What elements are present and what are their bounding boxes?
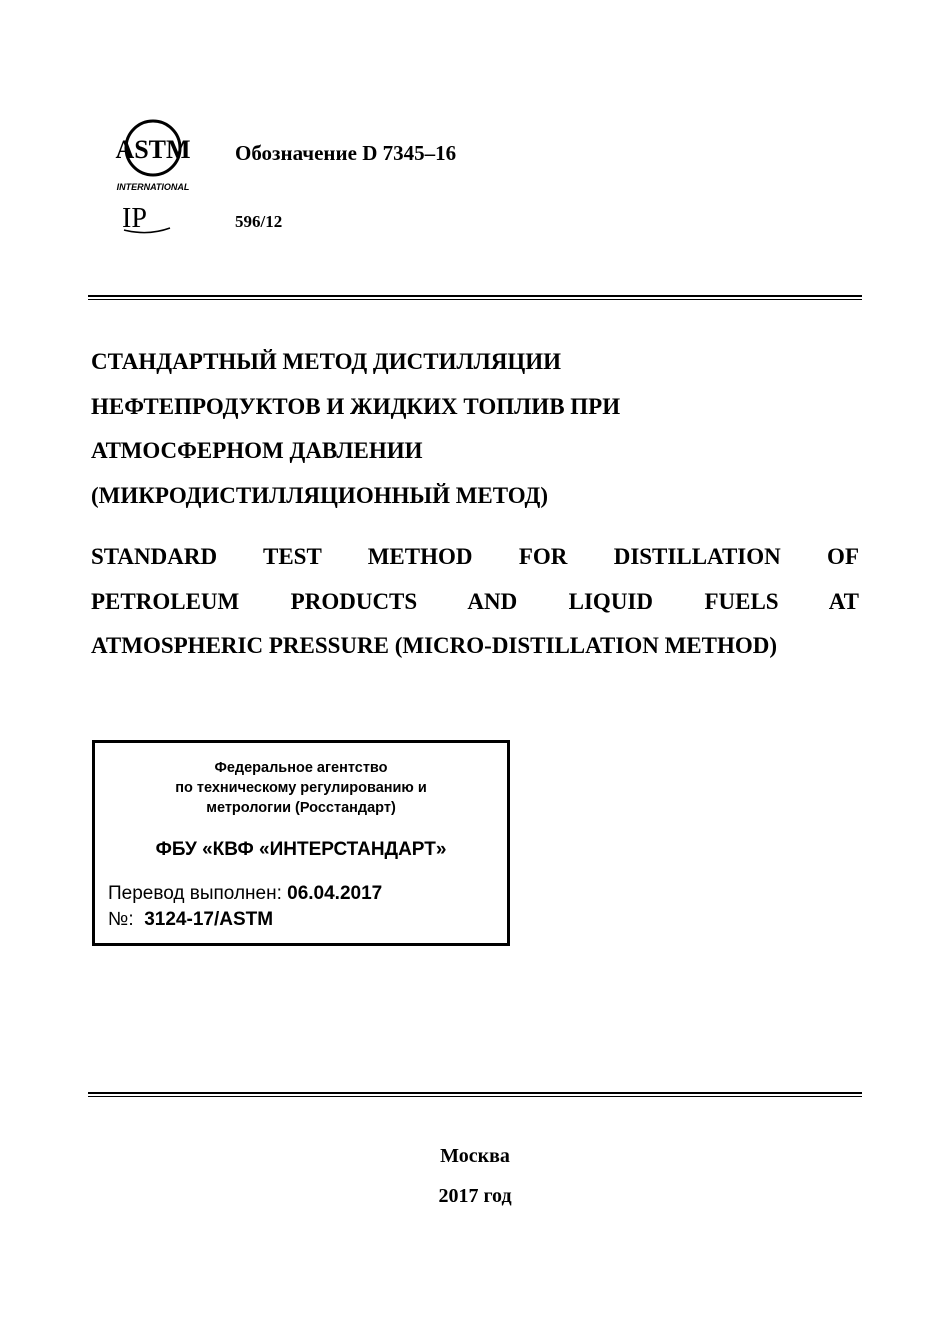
title-en-line: PETROLEUM PRODUCTS AND LIQUID FUELS AT: [91, 588, 859, 614]
stamp-agency-line: Федеральное агентство: [214, 760, 388, 776]
bottom-divider: [88, 1092, 862, 1094]
title-ru-line: АТМОСФЕРНОМ ДАВЛЕНИИ: [91, 438, 423, 463]
astm-logo-subtext: INTERNATIONAL: [116, 182, 190, 192]
title-ru-line: (МИКРОДИСТИЛЛЯЦИОННЫЙ МЕТОД): [91, 482, 549, 508]
stamp-agency-line: метрологии (Росстандарт): [206, 800, 396, 816]
top-divider: [88, 295, 862, 297]
translation-stamp: [92, 740, 510, 946]
title-en-line: STANDARD TEST METHOD FOR DISTILLATION OF: [91, 544, 859, 569]
ip-logo-text: IP: [122, 203, 147, 234]
stamp-translated-label: Перевод выполнен:: [108, 883, 282, 904]
publication-city: Москва: [440, 1145, 510, 1167]
title-english: [91, 535, 859, 669]
astm-logo: [110, 118, 196, 194]
title-ru-line: СТАНДАРТНЫЙ МЕТОД ДИСТИЛЛЯЦИИ: [91, 349, 562, 374]
stamp-number: [108, 909, 273, 931]
title-russian: [91, 340, 861, 518]
bottom-divider-thin: [88, 1096, 862, 1097]
stamp-organization: ФБУ «КВФ «ИНТЕРСТАНДАРТ»: [155, 839, 447, 860]
title-ru-line: НЕФТЕПРОДУКТОВ И ЖИДКИХ ТОПЛИВ ПРИ: [91, 393, 621, 419]
stamp-agency-line: по техническому регулированию и: [175, 780, 427, 796]
stamp-translation-date: [108, 883, 382, 905]
document-designation: Обозначение D 7345–16: [235, 141, 457, 165]
astm-logo-text: ASTM: [115, 135, 191, 164]
stamp-number-value: 3124-17/ASTM: [144, 909, 274, 930]
stamp-number-label: №:: [108, 909, 134, 930]
publication-year: 2017 год: [438, 1185, 512, 1207]
title-en-line: ATMOSPHERIC PRESSURE (MICRO-DISTILLATION METHOD): [91, 633, 778, 658]
ip-logo: [118, 200, 174, 234]
top-divider-thin: [88, 299, 862, 300]
ip-number: 596/12: [235, 212, 283, 231]
stamp-agency: [95, 758, 507, 818]
stamp-translated-date: 06.04.2017: [287, 883, 383, 904]
